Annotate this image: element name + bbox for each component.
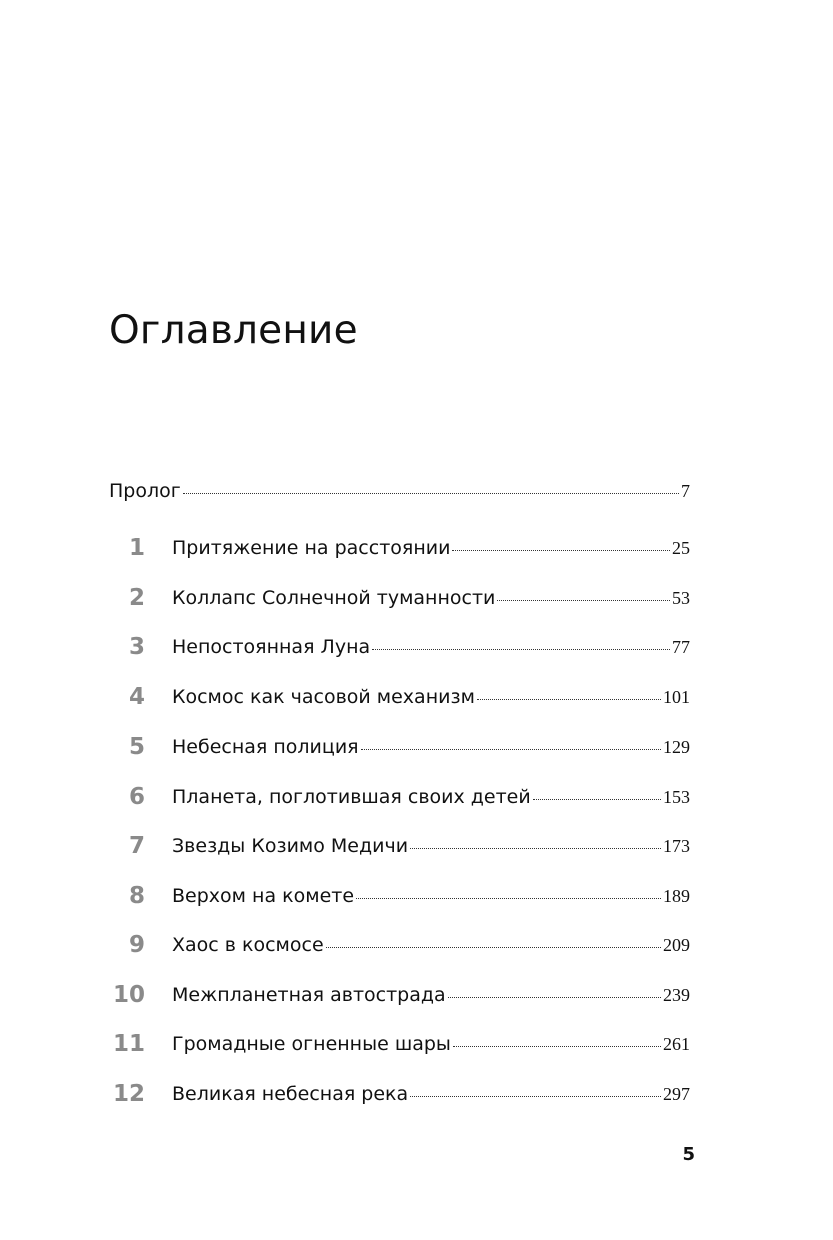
toc-line	[109, 476, 690, 506]
toc-entry-chapter-7[interactable]	[0, 831, 833, 861]
dot-leader	[410, 1096, 661, 1097]
toc-entry-title: Пролог	[109, 480, 181, 502]
toc-entry-page: 209	[663, 935, 690, 955]
toc-entry-prologue[interactable]	[0, 476, 833, 506]
toc-entry-chapter-6[interactable]	[0, 782, 833, 812]
toc-line	[172, 583, 690, 613]
toc-entry-page: 173	[663, 836, 690, 856]
toc-entry-page: 129	[663, 737, 690, 757]
toc-entry-page: 77	[672, 637, 690, 657]
toc-entry-page: 261	[663, 1034, 690, 1054]
dot-leader	[497, 600, 670, 601]
toc-entry-title: Хаос в космосе	[172, 934, 324, 956]
toc-entry-title: Великая небесная река	[172, 1083, 409, 1105]
toc-entry-page: 153	[663, 787, 690, 807]
dot-leader	[372, 649, 670, 650]
toc-entry-chapter-8[interactable]	[0, 881, 833, 911]
toc-entry-title: Непостоянная Луна	[172, 636, 371, 658]
dot-leader	[452, 550, 670, 551]
dot-leader	[361, 749, 661, 750]
toc-entry-page: 297	[663, 1084, 690, 1104]
dot-leader	[410, 848, 661, 849]
toc-entry-title: Звезды Козимо Медичи	[172, 835, 409, 857]
toc-entry-title: Космос как часовой механизм	[172, 686, 475, 708]
chapter-number: 10	[112, 982, 145, 1008]
dot-leader	[533, 799, 661, 800]
page-title: Оглавление	[109, 308, 358, 353]
chapter-number: 3	[128, 634, 145, 660]
dot-leader	[448, 997, 661, 998]
dot-leader	[453, 1046, 661, 1047]
toc-line	[172, 782, 690, 812]
toc-entry-page: 239	[663, 985, 690, 1005]
toc-entry-chapter-2[interactable]	[0, 583, 833, 613]
toc-entry-chapter-1[interactable]	[0, 533, 833, 563]
toc-entry-title: Притяжение на расстоянии	[172, 537, 451, 559]
chapter-number: 7	[128, 833, 145, 859]
chapter-number: 5	[128, 734, 145, 760]
toc-entry-page: 25	[672, 538, 690, 558]
page-number: 5	[682, 1144, 695, 1165]
toc-entry-page: 101	[663, 687, 690, 707]
toc-line	[172, 682, 690, 712]
dot-leader	[326, 947, 661, 948]
toc-entry-title: Межпланетная автострада	[172, 984, 446, 1006]
toc-entry-page: 7	[681, 481, 690, 501]
chapter-number: 6	[128, 784, 145, 810]
toc-entry-title: Планета, поглотившая своих детей	[172, 786, 531, 808]
toc-line	[172, 632, 690, 662]
chapter-number: 11	[112, 1031, 145, 1057]
chapter-number: 2	[128, 585, 145, 611]
toc-entry-title: Громадные огненные шары	[172, 1033, 451, 1055]
toc-entry-chapter-10[interactable]	[0, 980, 833, 1010]
toc-line	[172, 1029, 690, 1059]
toc-line	[172, 930, 690, 960]
toc-entry-title: Коллапс Солнечной туманности	[172, 587, 496, 609]
toc-entry-chapter-11[interactable]	[0, 1029, 833, 1059]
toc-line	[172, 732, 690, 762]
toc-entry-title: Небесная полиция	[172, 736, 359, 758]
toc-entry-chapter-3[interactable]	[0, 632, 833, 662]
toc-line	[172, 831, 690, 861]
toc-entry-chapter-5[interactable]	[0, 732, 833, 762]
toc-entry-chapter-4[interactable]	[0, 682, 833, 712]
dot-leader	[477, 699, 661, 700]
toc-entry-page: 53	[672, 588, 690, 608]
toc-line	[172, 980, 690, 1010]
chapter-number: 8	[128, 883, 145, 909]
toc-entry-title: Верхом на комете	[172, 885, 355, 907]
chapter-number: 1	[128, 535, 145, 561]
dot-leader	[183, 493, 679, 494]
chapter-number: 9	[128, 932, 145, 958]
chapter-number: 12	[112, 1081, 145, 1107]
toc-line	[172, 1079, 690, 1109]
toc-entry-chapter-12[interactable]	[0, 1079, 833, 1109]
chapter-number: 4	[128, 684, 145, 710]
toc-entry-page: 189	[663, 886, 690, 906]
toc-line	[172, 533, 690, 563]
toc-line	[172, 881, 690, 911]
dot-leader	[356, 898, 661, 899]
toc-entry-chapter-9[interactable]	[0, 930, 833, 960]
